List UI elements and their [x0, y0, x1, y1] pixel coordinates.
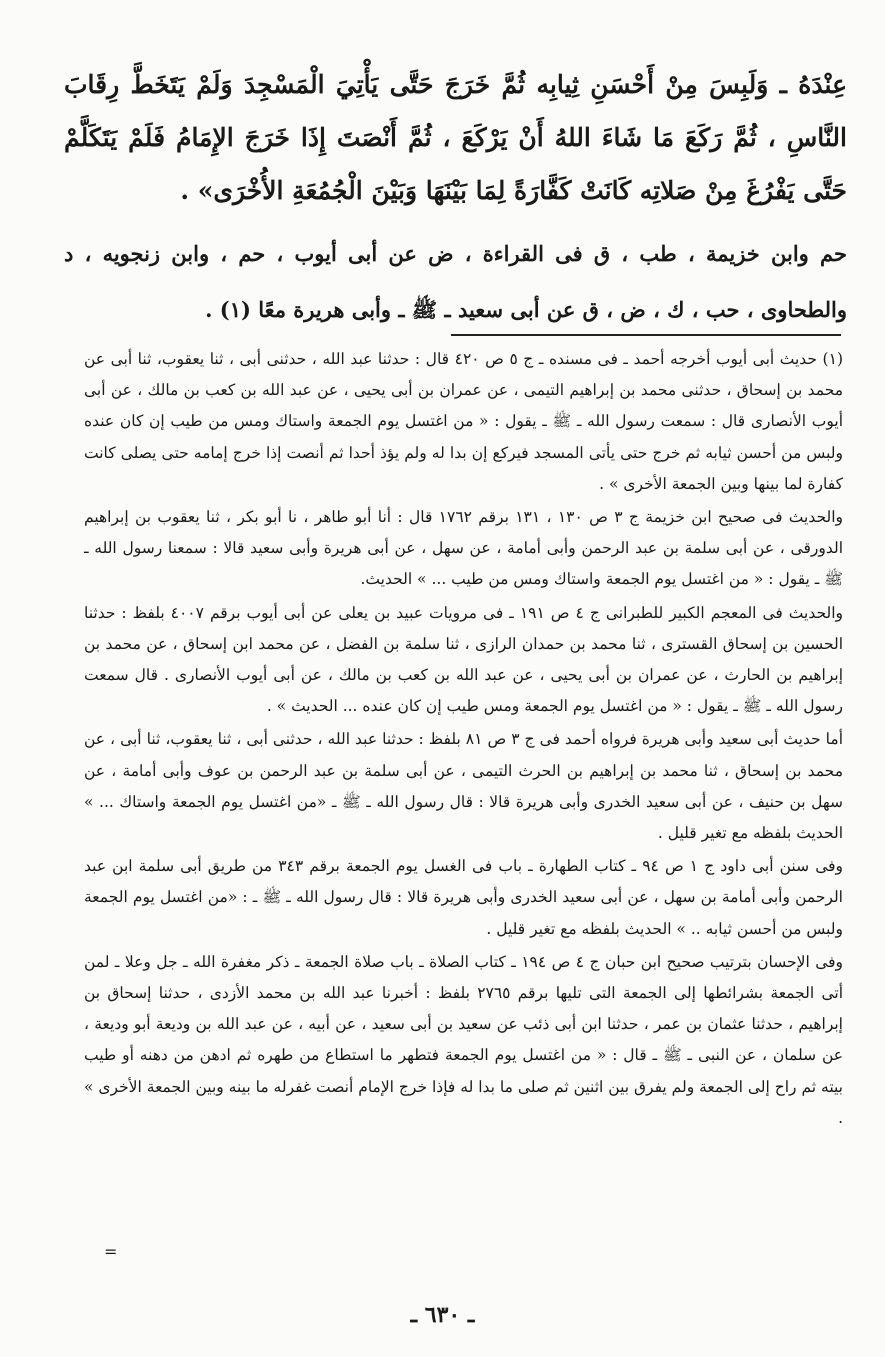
page-number: ـ ٦٣٠ ـ	[410, 1302, 475, 1328]
continuation-mark: =	[104, 1242, 118, 1261]
footnote-paragraph: أما حديث أبى سعيد وأبى هريرة فرواه أحمد فى ج ٣ ص ٨١ بلفظ : حدثنا عبد الله ، حدثنى أبى ، ثنا يعقوب، ثنا أبى ، عن محمد بن إسحاق ، ثنا محمد بن إبراهيم بن الحرث التيمى ، عن أبى سلمة بن عبد الرحمن بن عوف وأبى أمامة ، عن سهل بن حنيف ، عن أبى سعيد الخدرى وأبى هريرة قالا : قال رسول الله ـ ﷺ ـ «من اغتسل يوم الجمعة واستاك ... » الحديث بلفظه مع تغير قليل .	[84, 730, 843, 843]
hadith-paragraph: عِنْدَهُ ـ وَلَبِسَ مِنْ أَحْسَنِ ثِيابِه ثُمَّ خَرَجَ حَتَّى يَأْتِيَ الْمَسْجِدَ وَلَمْ يَتَخَطَّ رِقَابَ النَّاسِ ، ثُمَّ رَكَعَ مَا شَاءَ اللهُ أَنْ يَرْكَعَ ، ثُمَّ أَنْصَتَ إِذَا خَرَجَ الإِمَامُ فَلَمْ يَتَكَلَّمْ حَتَّى يَفْرُغَ مِنْ صَلاتِه كَانَتْ كَفَّارَةً لِمَا بَيْنَهَا وَبَيْنَ الْجُمُعَةِ الأُخْرَى» .	[64, 70, 847, 205]
footnote-paragraph: وفى الإحسان بترتيب صحيح ابن حبان ج ٤ ص ١٩٤ ـ كتاب الصلاة ـ باب صلاة الجمعة ـ ذكر مغفرة الله ـ جل وعلا ـ لمن أتى الجمعة بشرائطها إلى الجمعة التى تليها برقم ٢٧٦٥ بلفظ : أخبرنا عبد الله بن محمد الأزدى ، حدثنا إسحاق بن إبراهيم ، حدثنا عثمان بن عمر ، حدثنا ابن أبى ذئب عن سعيد بن أبى سعيد ، عن أبيه ، عن عبد الله بن وديعة أبو وديعة ، عن سلمان ، عن النبى ـ ﷺ ـ قال : « من اغتسل يوم الجمعة فتطهر ما استطاع من طهره ثم ادهن من دهنه أو طيب بيته ثم راح إلى الجمعة ولم يفرق بين اثنين ثم صلى ما بدا له فإذا خرج الإمام أنصت غفرله ما بينه وبين الجمعة الأخرى » .	[84, 952, 844, 1127]
hadith-text	[64, 58, 847, 217]
footnote-paragraph: (١) حديث أبى أيوب أخرجه أحمد ـ فى مسنده ـ ج ٥ ص ٤٢٠ قال : حدثنا عبد الله ، حدثنى أبى ، ثنا يعقوب، ثنا أبى عن محمد بن إسحاق ، حدثنى محمد بن إبراهيم التيمى ، عن عمران بن أبى يحيى ، عن عبد الله بن كعب بن مالك ، عن أبى أيوب الأنصارى قال : سمعت رسول الله ـ ﷺ ـ يقول : « من اغتسل يوم الجمعة واستاك ومس من طيب إن كان عنده ولبس من أحسن ثيابه ثم خرج حتى يأتى المسجد فيركع إن بدا له ولم يؤذ أحدا ثم أنصت إذا خرج إمامه حتى يصلى كانت كفارة لما بينها وبين الجمعة الأخرى » .	[84, 350, 843, 493]
footnote-paragraph: وفى سنن أبى داود ج ١ ص ٩٤ ـ كتاب الطهارة ـ باب فى الغسل يوم الجمعة برقم ٣٤٣ من طريق أبى سلمة ابن عبد الرحمن وأبى أمامة بن سهل ، عن أبى سعيد الخدرى وأبى هريرة قالا : قال رسول الله ـ ﷺ ـ : «من اغتسل يوم الجمعة ولبس من أحسن ثيابه .. » الحديث بلفظه مع تغير قليل .	[84, 857, 844, 938]
footnote-paragraph: والحديث فى صحيح ابن خزيمة ج ٣ ص ١٣٠ ، ١٣١ برقم ١٧٦٢ قال : أنا أبو طاهر ، نا أبو بكر ، ثنا يعقوب بن إبراهيم الدورقى ، عن أبى سلمة بن عبد الرحمن وأبى أمامة ، عن سهل ، عن أبى هريرة وأبى سعيد قالا : سمعنا رسول الله ـ ﷺ ـ يقول : « من اغتسل يوم الجمعة واستاك ومس من طيب ... » الحديث.	[84, 508, 844, 589]
source-references	[64, 226, 847, 338]
footnote-paragraph: والحديث فى المعجم الكبير للطبرانى ج ٤ ص ١٩١ ـ فى مرويات عبيد بن يعلى عن أبى أيوب برقم ٤٠٠٧ بلفظ : حدثنا الحسين بن إسحاق القسترى ، ثنا محمد بن حمدان الرازى ، ثنا سلمة بن الفضل ، عن محمد ابن إسحاق ، عن محمد بن إبراهيم بن الحارث ، عن عمران بن أبى يحيى ، عن عبد الله بن كعب بن مالك ، عن أبى أيوب الأنصارى . قال سمعت رسول الله ـ ﷺ ـ يقول : « من اغتسل يوم الجمعة ومس طيب إن كان عنده ... الحديث » .	[84, 603, 843, 716]
footnote-divider	[451, 334, 841, 336]
source-references-text: حم وابن خزيمة ، طب ، ق فى القراءة ، ض عن أبى أيوب ، حم ، وابن زنجويه ، د والطحاوى ، حب ، ك ، ض ، ق عن أبى سعيد ـ ﷺ ـ وأبى هريرة معًا (١) .	[64, 241, 847, 322]
footnotes	[84, 344, 843, 1136]
